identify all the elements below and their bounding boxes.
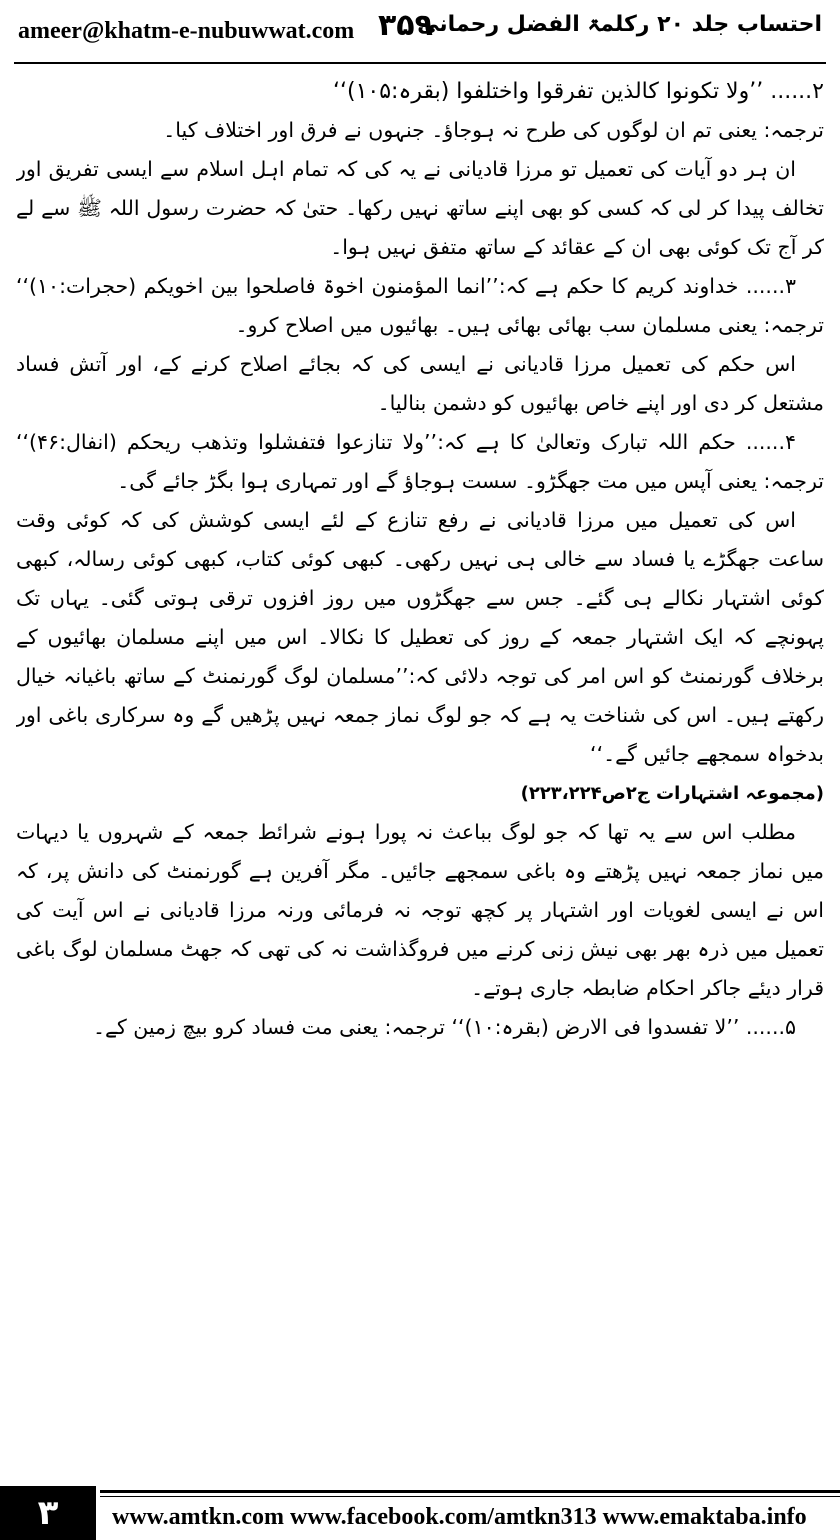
paragraph-3: اس کی تعمیل میں مرزا قادیانی نے رفع تنازع کے لئے ایسی کوشش کی کہ کوئی وقت ساعت جھگڑے یا فساد سے خالی ہی نہیں رکھی۔ کبھی کوئی کتاب، کبھی کوئی رسالہ، کبھی کوئی اشتہار نکالے ہی گئے۔ جس سے جھگڑوں میں روز افزوں ترقی ہوتی گئی۔ یہاں تک پہونچے کہ ایک اشتہار جمعہ کے روز کی تعطیل کا نکالا۔ اس میں اپنے مسلمان بھائیوں کے برخلاف گورنمنٹ کو اس امر کی توجہ دلائی کہ:’’مسلمان لوگ گورنمنٹ کے ساتھ باغیانہ خیال رکھتے ہیں۔ اس کی شناخت یہ ہے کہ جو لوگ نماز جمعہ نہیں پڑھیں گے وہ سرکاری باغی اور بدخواہ سمجھے جائیں گے۔‘‘ (16, 508, 824, 766)
paragraph-2: اس حکم کی تعمیل مرزا قادیانی نے ایسی کی کہ بجائے اصلاح کرنے کے، اور آتش فساد مشتعل کر دی اور اپنے خاص بھائیوں کو دشمن بنالیا۔ (16, 352, 824, 415)
header-divider (14, 62, 826, 64)
verse-2: ۲...... ’’ولا تکونوا کالذین تفرقوا واختلفوا (بقرہ:۱۰۵)‘‘ (333, 79, 824, 104)
book-title: احتساب جلد ۲۰ رکلمۃ الفضل رحمانی (417, 12, 822, 37)
email-address: ameer@khatm-e-nubuwwat.com (18, 18, 355, 44)
verse-3: ۳...... خداوند کریم کا حکم ہے کہ:’’انما المؤمنون اخوۃ فاصلحوا بین اخویکم (حجرات:۱۰)‘‘ ترجمہ: یعنی مسلمان سب بھائی بھائی ہیں۔ بھائیوں میں اصلاح کرو۔ (16, 274, 824, 337)
verse-4: ۴...... حکم اللہ تبارک وتعالیٰ کا ہے کہ:’’ولا تنازعوا فتفشلوا وتذهب ریحکم (انفال:۴۶)‘‘ ترجمہ: یعنی آپس میں مت جھگڑو۔ سست ہوجاؤ گے اور تمہاری ہوا بگڑ جائے گی۔ (16, 430, 824, 493)
page-body (16, 72, 824, 1477)
page-header (0, 0, 840, 62)
verse-5: ۵...... ’’لا تفسدوا فی الارض (بقرہ:۱۰)‘‘ ترجمہ: یعنی مت فساد کرو بیچ زمین کے۔ (92, 1015, 796, 1039)
footer-divider-thin (100, 1496, 840, 1497)
paragraph-1: ان ہر دو آیات کی تعمیل تو مرزا قادیانی نے یہ کی کہ تمام اہل اسلام سے ایسی تفریق اور تخالف پیدا کر لی کہ کسی کو بھی اپنے ساتھ نہیں رکھا۔ حتیٰ کہ حضرت رسول اللہ ﷺ سے لے کر آج تک کوئی بھی ان کے عقائد کے ساتھ متفق نہیں ہوا۔ (16, 157, 824, 259)
footer-page-badge: ۳ (0, 1486, 96, 1540)
page-number: ۳۵۹ (378, 8, 433, 43)
page-footer (0, 1486, 840, 1540)
footer-website-links: www.amtkn.com www.facebook.com/amtkn313 www.emaktaba.info (112, 1504, 807, 1530)
citation: (مجموعہ اشتہارات ج۲ص۲۲۳،۲۲۴) (520, 783, 824, 804)
paragraph-4: مطلب اس سے یہ تھا کہ جو لوگ بباعث نہ پورا ہونے شرائط جمعہ کے شہروں یا دیہات میں نماز جمعہ نہیں پڑھتے وہ باغی سمجھے جائیں۔ مگر آفرین ہے گورنمنٹ کی دانش پر، کہ اس نے ایسی لغویات اور اشتہار پر کچھ توجہ نہ فرمائی ورنہ مرزا قادیانی نے اس آیت کی تعمیل میں ذرہ بھر بھی نیش زنی کرنے میں فروگذاشت نہ کی تھی کہ جھٹ مسلمان لوگ باغی قرار دیئے جاکر احکام ضابطہ جاری ہوتے۔ (16, 820, 824, 1000)
verse-2-translation: ترجمہ: یعنی تم ان لوگوں کی طرح نہ ہوجاؤ۔ جنہوں نے فرق اور اختلاف کیا۔ (163, 118, 824, 142)
footer-divider (100, 1490, 840, 1493)
